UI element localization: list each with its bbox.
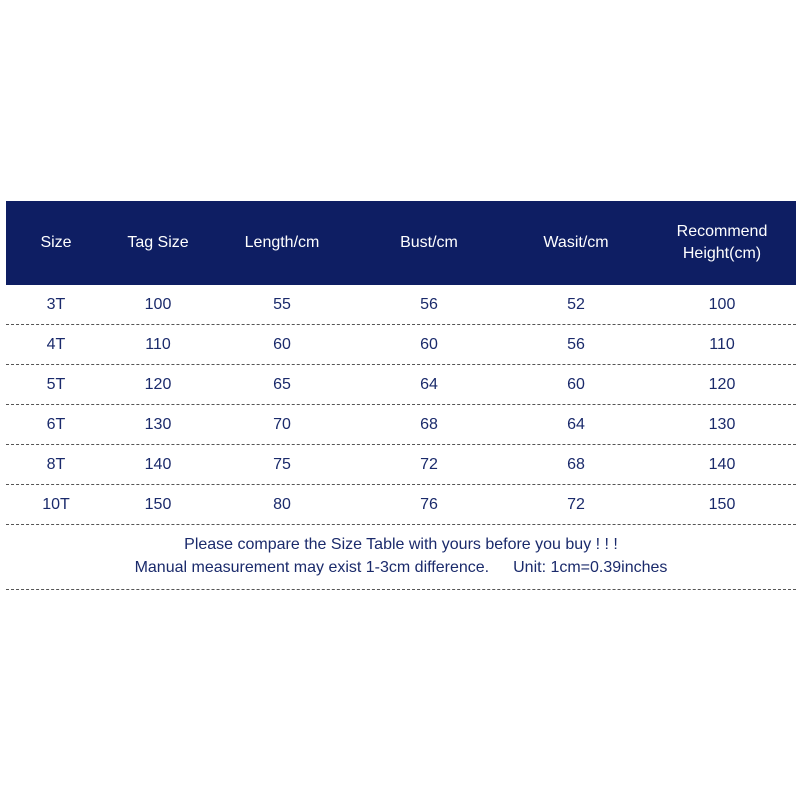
cell-height: 110 xyxy=(709,335,735,353)
cell-height: 140 xyxy=(708,455,736,473)
cell-waist: 72 xyxy=(567,495,585,513)
cell-waist: 52 xyxy=(567,295,585,313)
cell-waist: 60 xyxy=(567,375,585,393)
cell-length: 55 xyxy=(273,295,291,313)
cell-size: 8T xyxy=(46,455,66,473)
header-tag-size: Tag Size xyxy=(127,234,189,251)
table-row xyxy=(6,285,796,325)
size-note xyxy=(6,525,796,590)
note-compare-line: Please compare the Size Table with yours before you buy ! ! ! xyxy=(184,536,618,553)
cell-length: 70 xyxy=(273,415,291,433)
header-waist: Wasit/cm xyxy=(543,234,609,251)
cell-height: 120 xyxy=(708,375,736,393)
header-bust: Bust/cm xyxy=(400,234,458,251)
table-row xyxy=(6,445,796,485)
note-measurement-line xyxy=(6,556,796,579)
cell-length: 75 xyxy=(273,455,291,473)
cell-height: 130 xyxy=(708,415,736,433)
cell-bust: 72 xyxy=(420,455,438,473)
cell-size: 4T xyxy=(46,335,66,353)
cell-length: 60 xyxy=(273,335,291,353)
table-row xyxy=(6,485,796,525)
header-recommend-height: Recommend Height(cm) xyxy=(676,223,768,262)
cell-length: 80 xyxy=(273,495,291,513)
cell-bust: 60 xyxy=(420,335,438,353)
table-row xyxy=(6,365,796,405)
cell-size: 6T xyxy=(46,415,66,433)
cell-bust: 68 xyxy=(420,415,438,433)
size-table xyxy=(6,201,796,590)
cell-waist: 64 xyxy=(567,415,585,433)
cell-tag-size: 100 xyxy=(144,295,172,313)
note-difference-text: Manual measurement may exist 1-3cm difference. xyxy=(134,559,490,576)
cell-height: 150 xyxy=(708,495,736,513)
cell-size: 10T xyxy=(42,495,70,513)
cell-length: 65 xyxy=(273,375,291,393)
table-row xyxy=(6,405,796,445)
cell-bust: 56 xyxy=(420,295,438,313)
cell-tag-size: 110 xyxy=(145,335,171,353)
table-header-row xyxy=(6,201,796,285)
note-unit-text: Unit: 1cm=0.39inches xyxy=(513,559,668,576)
cell-tag-size: 150 xyxy=(144,495,172,513)
cell-waist: 56 xyxy=(567,335,585,353)
table-row xyxy=(6,325,796,365)
cell-tag-size: 120 xyxy=(144,375,172,393)
cell-height: 100 xyxy=(708,295,736,313)
cell-size: 5T xyxy=(46,375,66,393)
cell-tag-size: 130 xyxy=(144,415,172,433)
cell-bust: 64 xyxy=(420,375,438,393)
cell-tag-size: 140 xyxy=(144,455,172,473)
cell-size: 3T xyxy=(46,295,66,313)
cell-waist: 68 xyxy=(567,455,585,473)
header-size: Size xyxy=(40,234,72,251)
cell-bust: 76 xyxy=(420,495,438,513)
header-length: Length/cm xyxy=(244,234,320,251)
